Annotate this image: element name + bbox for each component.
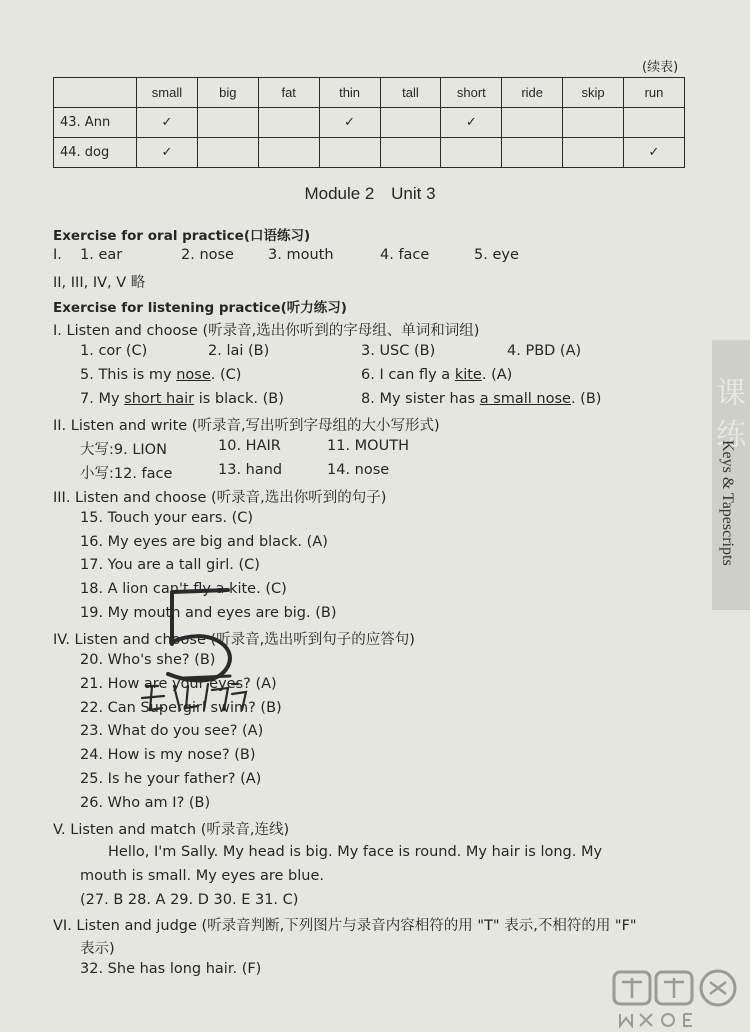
list-item: 18. A lion can't fly a kite. (C) [80, 581, 287, 597]
list-item: 21. How are your eyes? (A) [80, 676, 277, 692]
section-1-row-c: 7. My short hair is black. (B) 8. My sister has a small nose. (B) [80, 391, 602, 407]
table-cell: ✓ [137, 138, 198, 168]
table-cell [563, 108, 624, 138]
table-header: small [137, 78, 198, 108]
list-item: 16. My eyes are big and black. (A) [80, 534, 328, 550]
unit-label: Unit 3 [391, 184, 436, 203]
row-label: 43. Ann [54, 108, 137, 138]
verb-adjective-table [53, 77, 685, 168]
page-title [0, 184, 740, 204]
listening-heading: Exercise for listening practice(听力练习) [53, 300, 347, 316]
table-cell [441, 138, 502, 168]
list-item: 32. She has long hair. (F) [80, 961, 262, 977]
watermark-logo [612, 968, 742, 1028]
table-cell [258, 108, 319, 138]
table-row [54, 138, 685, 168]
row-label: 44. dog [54, 138, 137, 168]
handwriting-mark [128, 586, 258, 746]
table-header: fat [258, 78, 319, 108]
section-2-lower: 小写:12. face 13. hand 14. nose [80, 462, 390, 482]
table-cell: ✓ [624, 138, 685, 168]
list-item: 24. How is my nose? (B) [80, 747, 256, 763]
section-6-heading: VI. Listen and judge (听录音判断,下列图片与录音内容相符的用 "T" 表示,不相符的用 "F" [53, 918, 637, 934]
oral-heading: Exercise for oral practice(口语练习) [53, 228, 311, 244]
table-header: run [624, 78, 685, 108]
list-item: 23. What do you see? (A) [80, 723, 264, 739]
section-4-heading: IV. Listen and choose (听录音,选出听到句子的应答句) [53, 632, 415, 648]
table-cell [197, 108, 258, 138]
table-header: thin [319, 78, 380, 108]
list-item: 26. Who am I? (B) [80, 795, 211, 811]
section-5-passage-line-1: Hello, I'm Sally. My head is big. My face is round. My hair is long. My [108, 844, 603, 860]
table-header: big [197, 78, 258, 108]
table-header [54, 78, 137, 108]
side-tab-char: 练 [716, 418, 746, 453]
section-2-upper: 大写:9. LION 10. HAIR 11. MOUTH [80, 438, 409, 458]
section-6-heading-cont: 表示) [80, 941, 115, 957]
section-3-heading: III. Listen and choose (听录音,选出你听到的句子) [53, 490, 387, 506]
continued-label: (续表) [642, 60, 679, 75]
oral-line-2: II, III, IV, V 略 [53, 275, 146, 291]
section-1-row-b: 5. This is my nose. (C) 6. I can fly a kite. (A) [80, 367, 513, 383]
table-cell [380, 138, 441, 168]
section-5-heading: V. Listen and match (听录音,连线) [53, 822, 290, 838]
oral-line-1: I. 1. ear 2. nose 3. mouth 4. face 5. eye [53, 247, 519, 263]
table-cell [502, 138, 563, 168]
table-cell [624, 108, 685, 138]
section-1-heading: I. Listen and choose (听录音,选出你听到的字母组、单词和词组) [53, 323, 480, 339]
side-tab-label: Keys & Tapescripts [719, 440, 736, 566]
table-row [54, 108, 685, 138]
table-header: skip [563, 78, 624, 108]
table-header: tall [380, 78, 441, 108]
section-5-answers: (27. B 28. A 29. D 30. E 31. C) [80, 892, 299, 908]
section-2-heading: II. Listen and write (听录音,写出听到字母组的大小写形式) [53, 418, 440, 434]
list-item: 15. Touch your ears. (C) [80, 510, 254, 526]
side-tab-char: 课 [716, 376, 746, 411]
table-cell [502, 108, 563, 138]
section-1-row-a: 1. cor (C) 2. lai (B) 3. USC (B) 4. PBD (A) [80, 343, 582, 359]
section-5-passage-line-2: mouth is small. My eyes are blue. [80, 868, 325, 884]
list-item: 22. Can Supergirl swim? (B) [80, 700, 282, 716]
table-cell: ✓ [441, 108, 502, 138]
table-header: short [441, 78, 502, 108]
side-tab [712, 340, 750, 610]
list-item: 20. Who's she? (B) [80, 652, 216, 668]
table-cell: ✓ [137, 108, 198, 138]
table-header: ride [502, 78, 563, 108]
table-cell [563, 138, 624, 168]
list-item: 25. Is he your father? (A) [80, 771, 262, 787]
table-cell [258, 138, 319, 168]
module-label: Module 2 [304, 184, 375, 203]
table-cell [380, 108, 441, 138]
table-cell [197, 138, 258, 168]
table-cell: ✓ [319, 108, 380, 138]
list-item: 19. My mouth and eyes are big. (B) [80, 605, 337, 621]
table-header-row [54, 78, 685, 108]
table-cell [319, 138, 380, 168]
list-item: 17. You are a tall girl. (C) [80, 557, 260, 573]
